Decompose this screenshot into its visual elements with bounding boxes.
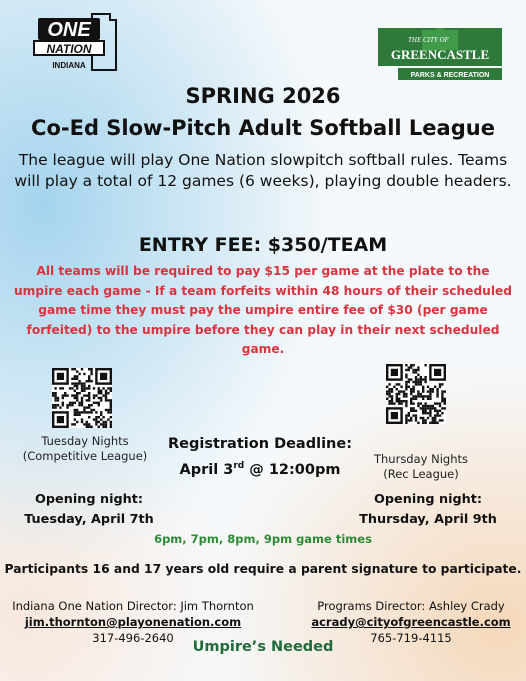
svg-text:GREENCASTLE: GREENCASTLE	[390, 47, 490, 62]
thursday-league-type: (Rec League)	[383, 467, 459, 481]
svg-text:NATION: NATION	[46, 42, 92, 56]
opening-night-thursday	[348, 490, 508, 530]
rules-text: The league will play One Nation slowpitch softball rules. Teams will play a total of 12 games (6 weeks), playing double headers.	[14, 151, 512, 190]
deadline-label: Registration Deadline:	[167, 436, 352, 452]
season-title: SPRING 2026	[185, 84, 341, 108]
age-requirement: Participants 16 and 17 years old require a parent signature to participate.	[4, 562, 522, 576]
one-nation-logo	[24, 12, 124, 76]
tuesday-label: Tuesday Nights	[41, 434, 129, 448]
contact-phone: 765-719-4115	[370, 631, 452, 645]
contact-email-link[interactable]: jim.thornton@playonenation.com	[24, 615, 242, 629]
umpire-fee-policy: All teams will be required to pay $15 per game at the plate to the umpire each game - If a team forfeits within 48 hours of their scheduled game time they must pay the umpire entire fee of $30 (per game forfeited) to the umpire before they can play in their next scheduled game.	[13, 264, 513, 357]
tuesday-caption	[20, 434, 150, 464]
opening-date: Tuesday, April 7th	[24, 512, 154, 527]
game-times: 6pm, 7pm, 8pm, 9pm game times	[154, 532, 372, 546]
qr-code-icon[interactable]	[386, 364, 446, 424]
greencastle-logo	[378, 28, 502, 80]
contact-role: Indiana One Nation Director: Jim Thornton	[12, 599, 254, 613]
opening-label: Opening night:	[374, 492, 482, 507]
svg-text:PARKS & RECREATION: PARKS & RECREATION	[410, 72, 490, 79]
opening-label: Opening night:	[35, 492, 143, 507]
tuesday-league-type: (Competitive League)	[22, 449, 148, 463]
registration-deadline	[160, 433, 360, 481]
deadline-date: April 3rd @ 12:00pm	[179, 461, 341, 478]
umpires-needed: Umpire’s Needed	[192, 639, 334, 655]
contact-role: Programs Director: Ashley Crady	[317, 599, 505, 613]
contact-phone: 317-496-2640	[92, 631, 174, 645]
opening-date: Thursday, April 9th	[359, 512, 497, 527]
opening-night-tuesday	[14, 490, 164, 530]
entry-fee: ENTRY FEE: $350/TEAM	[138, 234, 388, 256]
contact-email-link[interactable]: acrady@cityofgreencastle.com	[311, 615, 511, 629]
svg-text:INDIANA: INDIANA	[52, 61, 86, 70]
thursday-label: Thursday Nights	[373, 452, 469, 466]
league-title: Co-Ed Slow-Pitch Adult Softball League	[31, 116, 495, 140]
thursday-caption	[366, 452, 476, 482]
qr-code-icon[interactable]	[52, 368, 112, 428]
svg-text:THE CITY OF: THE CITY OF	[408, 36, 449, 44]
svg-text:ONE: ONE	[47, 19, 91, 41]
